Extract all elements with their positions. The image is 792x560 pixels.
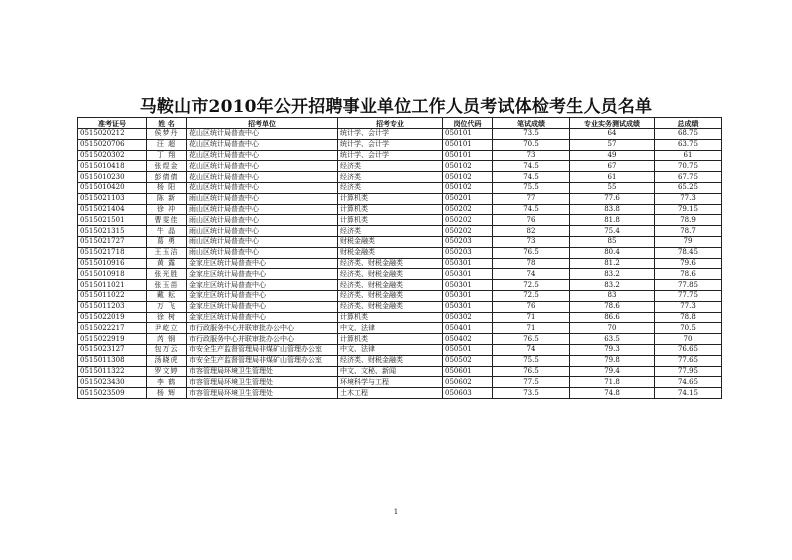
table-row [78, 150, 722, 161]
cell-major: 经济类、财税金融类 [338, 269, 443, 280]
cell-practical-score: 78.6 [570, 301, 655, 312]
cell-post-code: 050203 [443, 236, 493, 247]
cell-exam-id: 0515011203 [78, 301, 147, 312]
cell-total-score: 74.15 [655, 388, 722, 399]
cell-written-score: 74.5 [493, 161, 570, 172]
table-row [78, 226, 722, 237]
cell-practical-score: 80.4 [570, 247, 655, 258]
candidate-table [77, 117, 722, 399]
table-row [78, 182, 722, 193]
cell-practical-score: 85 [570, 236, 655, 247]
cell-practical-score: 57 [570, 139, 655, 150]
cell-name: 杨 辉 [147, 388, 187, 399]
cell-practical-score: 74.8 [570, 388, 655, 399]
cell-major: 统计学、会计学 [338, 129, 443, 140]
cell-total-score: 78.45 [655, 247, 722, 258]
cell-name: 张玉苗 [147, 280, 187, 291]
cell-exam-id: 0515010420 [78, 182, 147, 193]
cell-name: 包万云 [147, 344, 187, 355]
cell-exam-id: 0515011022 [78, 290, 147, 301]
cell-exam-id: 0515022019 [78, 312, 147, 323]
cell-practical-score: 83.8 [570, 204, 655, 215]
cell-post-code: 050402 [443, 334, 493, 345]
cell-practical-score: 77.6 [570, 193, 655, 204]
cell-unit: 花山区统计局普查中心 [187, 129, 338, 140]
cell-post-code: 050502 [443, 355, 493, 366]
cell-post-code: 050102 [443, 161, 493, 172]
cell-total-score: 70.5 [655, 323, 722, 334]
cell-total-score: 79 [655, 236, 722, 247]
table-row [78, 193, 722, 204]
cell-unit: 市安全生产监督管理局非煤矿山管理办公室 [187, 344, 338, 355]
cell-written-score: 73 [493, 236, 570, 247]
table-row [78, 323, 722, 334]
cell-total-score: 77.85 [655, 280, 722, 291]
cell-major: 土木工程 [338, 388, 443, 399]
cell-practical-score: 81.8 [570, 215, 655, 226]
table-row [78, 301, 722, 312]
header-unit: 招考单位 [187, 118, 338, 129]
cell-major: 经济类、财税金融类 [338, 301, 443, 312]
cell-total-score: 63.75 [655, 139, 722, 150]
cell-exam-id: 0515023127 [78, 344, 147, 355]
header-post-code: 岗位代码 [443, 118, 493, 129]
cell-exam-id: 0515020706 [78, 139, 147, 150]
cell-major: 统计学、会计学 [338, 150, 443, 161]
cell-unit: 雨山区统计局普查中心 [187, 226, 338, 237]
cell-major: 计算机类 [338, 312, 443, 323]
cell-post-code: 050301 [443, 269, 493, 280]
cell-exam-id: 0515021727 [78, 236, 147, 247]
cell-unit: 市行政服务中心并联审批办公中心 [187, 334, 338, 345]
cell-post-code: 050201 [443, 193, 493, 204]
table-row [78, 236, 722, 247]
table-row [78, 312, 722, 323]
cell-post-code: 050102 [443, 172, 493, 183]
table-row [78, 139, 722, 150]
cell-unit: 雨山区统计局普查中心 [187, 204, 338, 215]
cell-written-score: 72.5 [493, 290, 570, 301]
cell-major: 统计学、会计学 [338, 139, 443, 150]
cell-total-score: 78.8 [655, 312, 722, 323]
cell-unit: 雨山区统计局普查中心 [187, 247, 338, 258]
cell-total-score: 77.65 [655, 355, 722, 366]
cell-practical-score: 81.2 [570, 258, 655, 269]
cell-practical-score: 83.2 [570, 269, 655, 280]
cell-unit: 市安全生产监督管理局非煤矿山管理办公室 [187, 355, 338, 366]
cell-written-score: 77.5 [493, 377, 570, 388]
cell-exam-id: 0515022217 [78, 323, 147, 334]
cell-written-score: 75.5 [493, 355, 570, 366]
cell-exam-id: 0515010230 [78, 172, 147, 183]
cell-exam-id: 0515021404 [78, 204, 147, 215]
cell-total-score: 79.15 [655, 204, 722, 215]
cell-unit: 雨山区统计局普查中心 [187, 215, 338, 226]
cell-written-score: 76.5 [493, 334, 570, 345]
cell-post-code: 050301 [443, 258, 493, 269]
cell-post-code: 050603 [443, 388, 493, 399]
cell-written-score: 76.5 [493, 366, 570, 377]
cell-major: 计算机类 [338, 193, 443, 204]
cell-written-score: 76 [493, 301, 570, 312]
cell-total-score: 78.6 [655, 269, 722, 280]
table-header-row [78, 118, 722, 129]
cell-name: 汤晓虎 [147, 355, 187, 366]
cell-major: 计算机类 [338, 204, 443, 215]
cell-written-score: 76.5 [493, 247, 570, 258]
cell-written-score: 73 [493, 150, 570, 161]
cell-unit: 雨山区统计局普查中心 [187, 193, 338, 204]
cell-unit: 市容管理局环境卫生管理处 [187, 377, 338, 388]
cell-exam-id: 0515010918 [78, 269, 147, 280]
cell-total-score: 70.75 [655, 161, 722, 172]
cell-total-score: 67.75 [655, 172, 722, 183]
cell-post-code: 050202 [443, 226, 493, 237]
cell-unit: 金家庄区统计局普查中心 [187, 301, 338, 312]
cell-unit: 金家庄区统计局普查中心 [187, 280, 338, 291]
cell-practical-score: 79.3 [570, 344, 655, 355]
cell-total-score: 79.6 [655, 258, 722, 269]
cell-total-score: 68.75 [655, 129, 722, 140]
cell-total-score: 61 [655, 150, 722, 161]
cell-practical-score: 75.4 [570, 226, 655, 237]
cell-exam-id: 0515021103 [78, 193, 147, 204]
cell-exam-id: 0515021315 [78, 226, 147, 237]
cell-name: 牛 晶 [147, 226, 187, 237]
cell-written-score: 74 [493, 269, 570, 280]
cell-unit: 市容管理局环境卫生管理处 [187, 388, 338, 399]
cell-name: 葛 勇 [147, 236, 187, 247]
table-row [78, 258, 722, 269]
cell-practical-score: 79.4 [570, 366, 655, 377]
header-major: 招考专业 [338, 118, 443, 129]
cell-written-score: 70.5 [493, 139, 570, 150]
table-row [78, 247, 722, 258]
table-body [78, 129, 722, 399]
cell-post-code: 050101 [443, 129, 493, 140]
cell-written-score: 74.5 [493, 204, 570, 215]
cell-unit: 雨山区统计局普查中心 [187, 236, 338, 247]
page-title: 马鞍山市2010年公开招聘事业单位工作人员考试体检考生人员名单 [139, 97, 653, 117]
cell-post-code: 050301 [443, 301, 493, 312]
cell-major: 经济类 [338, 182, 443, 193]
cell-practical-score: 64 [570, 129, 655, 140]
cell-practical-score: 70 [570, 323, 655, 334]
cell-unit: 金家庄区统计局普查中心 [187, 269, 338, 280]
cell-name: 彭倩倩 [147, 172, 187, 183]
header-exam-id: 准考证号 [78, 118, 147, 129]
table-row [78, 215, 722, 226]
cell-practical-score: 63.5 [570, 334, 655, 345]
cell-exam-id: 0515010418 [78, 161, 147, 172]
header-total-score: 总成绩 [655, 118, 722, 129]
table-row [78, 366, 722, 377]
table-row [78, 355, 722, 366]
cell-unit: 金家庄区统计局普查中心 [187, 290, 338, 301]
cell-major: 经济类、财税金融类 [338, 280, 443, 291]
cell-exam-id: 0515020212 [78, 129, 147, 140]
cell-name: 曹雯佳 [147, 215, 187, 226]
table-row [78, 290, 722, 301]
cell-unit: 金家庄区统计局普查中心 [187, 258, 338, 269]
cell-written-score: 73.5 [493, 129, 570, 140]
cell-post-code: 050501 [443, 344, 493, 355]
cell-post-code: 050401 [443, 323, 493, 334]
cell-name: 徐 树 [147, 312, 187, 323]
cell-name: 黄 露 [147, 258, 187, 269]
cell-name: 张煜金 [147, 161, 187, 172]
cell-total-score: 78.9 [655, 215, 722, 226]
cell-total-score: 65.25 [655, 182, 722, 193]
table-row [78, 334, 722, 345]
cell-written-score: 74 [493, 344, 570, 355]
cell-name: 戴 耘 [147, 290, 187, 301]
table-row [78, 161, 722, 172]
cell-total-score: 78.7 [655, 226, 722, 237]
cell-major: 中文、文秘、新闻 [338, 366, 443, 377]
cell-major: 中文、法律 [338, 344, 443, 355]
cell-written-score: 73.5 [493, 388, 570, 399]
cell-name: 丁 翔 [147, 150, 187, 161]
table-row [78, 172, 722, 183]
cell-unit: 花山区统计局普查中心 [187, 172, 338, 183]
page-number: 1 [393, 508, 399, 516]
table-row [78, 280, 722, 291]
cell-practical-score: 61 [570, 172, 655, 183]
cell-exam-id: 0515011308 [78, 355, 147, 366]
cell-written-score: 78 [493, 258, 570, 269]
cell-exam-id: 0515023430 [78, 377, 147, 388]
cell-major: 经济类、财税金融类 [338, 290, 443, 301]
cell-exam-id: 0515021501 [78, 215, 147, 226]
cell-written-score: 74.5 [493, 172, 570, 183]
cell-major: 计算机类 [338, 334, 443, 345]
cell-major: 经济类、财税金融类 [338, 355, 443, 366]
table-row [78, 388, 722, 399]
cell-name: 侯梦丹 [147, 129, 187, 140]
cell-written-score: 71 [493, 323, 570, 334]
cell-name: 万 飞 [147, 301, 187, 312]
cell-name: 张光胜 [147, 269, 187, 280]
cell-exam-id: 0515022919 [78, 334, 147, 345]
cell-major: 经济类 [338, 161, 443, 172]
cell-exam-id: 0515011322 [78, 366, 147, 377]
cell-exam-id: 0515023509 [78, 388, 147, 399]
cell-major: 经济类、财税金融类 [338, 258, 443, 269]
cell-written-score: 77 [493, 193, 570, 204]
cell-unit: 花山区统计局普查中心 [187, 150, 338, 161]
cell-total-score: 70 [655, 334, 722, 345]
cell-exam-id: 0515011021 [78, 280, 147, 291]
cell-practical-score: 55 [570, 182, 655, 193]
cell-name: 汪 超 [147, 139, 187, 150]
cell-name: 罗文婷 [147, 366, 187, 377]
cell-practical-score: 49 [570, 150, 655, 161]
table-row [78, 204, 722, 215]
header-practical-score: 专业实务测试成绩 [570, 118, 655, 129]
cell-total-score: 77.95 [655, 366, 722, 377]
cell-exam-id: 0515021718 [78, 247, 147, 258]
cell-written-score: 71 [493, 312, 570, 323]
cell-written-score: 75.5 [493, 182, 570, 193]
cell-post-code: 050602 [443, 377, 493, 388]
table-row [78, 344, 722, 355]
cell-post-code: 050301 [443, 290, 493, 301]
header-written-score: 笔试成绩 [493, 118, 570, 129]
cell-major: 环境科学与工程 [338, 377, 443, 388]
cell-practical-score: 86.6 [570, 312, 655, 323]
cell-exam-id: 0515010916 [78, 258, 147, 269]
cell-written-score: 72.5 [493, 280, 570, 291]
header-name: 姓 名 [147, 118, 187, 129]
cell-major: 经济类 [338, 226, 443, 237]
cell-written-score: 82 [493, 226, 570, 237]
cell-unit: 花山区统计局普查中心 [187, 139, 338, 150]
cell-total-score: 76.65 [655, 344, 722, 355]
cell-post-code: 050301 [443, 280, 493, 291]
cell-total-score: 77.3 [655, 193, 722, 204]
cell-name: 王玉洁 [147, 247, 187, 258]
table-row [78, 377, 722, 388]
cell-written-score: 76 [493, 215, 570, 226]
table-row [78, 269, 722, 280]
cell-unit: 市行政服务中心并联审批办公中心 [187, 323, 338, 334]
cell-unit: 花山区统计局普查中心 [187, 161, 338, 172]
cell-major: 财税金融类 [338, 247, 443, 258]
cell-total-score: 77.75 [655, 290, 722, 301]
cell-unit: 市容管理局环境卫生管理处 [187, 366, 338, 377]
cell-total-score: 74.65 [655, 377, 722, 388]
cell-name: 陈 新 [147, 193, 187, 204]
cell-name: 芮 钢 [147, 334, 187, 345]
cell-exam-id: 0515020302 [78, 150, 147, 161]
cell-major: 计算机类 [338, 215, 443, 226]
cell-name: 杨 阳 [147, 182, 187, 193]
cell-post-code: 050203 [443, 247, 493, 258]
cell-practical-score: 83.2 [570, 280, 655, 291]
cell-name: 李 鹤 [147, 377, 187, 388]
cell-total-score: 77.3 [655, 301, 722, 312]
cell-name: 徐 冲 [147, 204, 187, 215]
cell-major: 经济类 [338, 172, 443, 183]
cell-post-code: 050102 [443, 182, 493, 193]
cell-name: 尹屹立 [147, 323, 187, 334]
cell-post-code: 050101 [443, 150, 493, 161]
cell-practical-score: 67 [570, 161, 655, 172]
cell-post-code: 050601 [443, 366, 493, 377]
cell-unit: 金家庄区统计局普查中心 [187, 312, 338, 323]
cell-major: 财税金融类 [338, 236, 443, 247]
cell-practical-score: 79.8 [570, 355, 655, 366]
cell-unit: 花山区统计局普查中心 [187, 182, 338, 193]
cell-post-code: 050302 [443, 312, 493, 323]
cell-practical-score: 83 [570, 290, 655, 301]
cell-post-code: 050202 [443, 204, 493, 215]
cell-post-code: 050101 [443, 139, 493, 150]
cell-major: 中文、法律 [338, 323, 443, 334]
cell-practical-score: 71.8 [570, 377, 655, 388]
cell-post-code: 050202 [443, 215, 493, 226]
table-row [78, 129, 722, 140]
